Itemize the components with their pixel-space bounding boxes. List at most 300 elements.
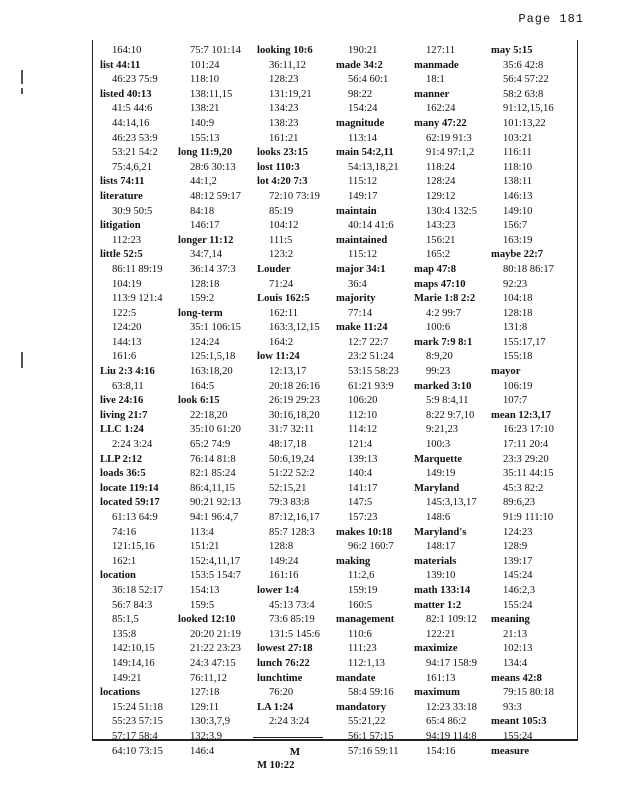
index-headword: mayor xyxy=(491,366,521,378)
index-headword: materials xyxy=(414,555,457,567)
index-reference: 130:3,7,9 xyxy=(190,716,231,728)
index-headword: measure xyxy=(491,745,530,757)
index-reference: 48:17,18 xyxy=(269,439,307,451)
index-headword: live 24:16 xyxy=(100,395,144,407)
index-reference: 35:10 61:20 xyxy=(190,424,241,436)
index-headword: maintain xyxy=(336,205,377,217)
index-reference: 12:13,17 xyxy=(269,366,307,378)
index-reference: 45:3 82:2 xyxy=(503,482,544,494)
index-reference: 164:2 xyxy=(269,336,294,348)
index-reference: 139:13 xyxy=(348,453,378,465)
index-headword: M 10:22 xyxy=(257,760,295,772)
index-reference: 34:7,14 xyxy=(190,249,223,261)
index-reference: 125:1,5,18 xyxy=(190,351,236,363)
index-reference: 50:6,19,24 xyxy=(269,453,315,465)
index-reference: 93:3 xyxy=(503,701,522,713)
index-headword: meaning xyxy=(491,614,530,626)
index-reference: 36:18 52:17 xyxy=(112,584,163,596)
index-column xyxy=(413,44,491,757)
index-reference: 103:21 xyxy=(503,132,533,144)
index-headword: lunchtime xyxy=(257,672,303,684)
index-reference: 149:17 xyxy=(348,190,378,202)
index-reference: 156:21 xyxy=(426,234,456,246)
index-reference: 55:21,22 xyxy=(348,716,386,728)
index-headword: locations xyxy=(100,687,141,699)
index-reference: 113:4 xyxy=(190,526,214,538)
index-headword: longer 11:12 xyxy=(178,234,234,246)
index-reference: 144:13 xyxy=(112,336,142,348)
index-reference: 146:2,3 xyxy=(503,584,536,596)
index-reference: 127:11 xyxy=(426,45,456,56)
index-reference: 91:9 111:10 xyxy=(503,512,554,523)
index-reference: 75:4,6,21 xyxy=(112,161,153,173)
index-headword: manmade xyxy=(414,59,459,71)
index-headword: lost 110:3 xyxy=(257,161,300,173)
index-reference: 57:16 59:11 xyxy=(348,745,399,757)
index-reference: 96:2 160:7 xyxy=(348,541,394,553)
index-reference: 73:6 85:19 xyxy=(269,614,315,626)
index-headword: main 54:2,11 xyxy=(336,147,394,159)
index-reference: 102:13 xyxy=(503,643,533,655)
index-reference: 115:12 xyxy=(348,249,378,261)
index-reference: 190:21 xyxy=(348,45,378,56)
index-reference: 162:11 xyxy=(269,307,299,319)
index-headword: magnitude xyxy=(336,117,385,129)
index-reference: 148:17 xyxy=(426,541,456,553)
index-reference: 76:20 xyxy=(269,687,294,699)
index-column xyxy=(490,44,568,757)
index-reference: 35:6 42:8 xyxy=(503,59,544,71)
index-reference: 159:2 xyxy=(190,293,215,305)
index-reference: 143:23 xyxy=(426,220,456,232)
index-reference: 154:13 xyxy=(190,584,220,596)
index-headword: majority xyxy=(336,293,376,305)
index-reference: 163:3,12,15 xyxy=(269,322,320,334)
index-reference: 23:3 29:20 xyxy=(503,453,549,465)
index-reference: 22:18,20 xyxy=(190,409,228,421)
index-reference: 31:7 32:11 xyxy=(269,424,315,436)
index-reference: 128:8 xyxy=(269,541,294,553)
index-reference: 146:4 xyxy=(190,745,215,757)
index-reference: 118:10 xyxy=(503,161,533,173)
index-reference: 107:7 xyxy=(503,395,528,407)
index-reference: 131:5 145:6 xyxy=(269,628,320,640)
index-reference: 58:4 59:16 xyxy=(348,687,394,699)
index-reference: 56:1 57:15 xyxy=(348,730,394,742)
index-reference: 2:24 3:24 xyxy=(112,439,153,451)
index-column xyxy=(177,44,255,757)
index-reference: 153:5 154:7 xyxy=(190,570,241,582)
index-reference: 140:9 xyxy=(190,117,215,129)
index-headword: Louder xyxy=(257,263,291,275)
section-letter: M xyxy=(289,745,301,758)
index-reference: 151:21 xyxy=(190,541,220,553)
index-headword: lists 74:11 xyxy=(100,176,145,188)
index-reference: 138:23 xyxy=(269,117,299,129)
index-reference: 155:17,17 xyxy=(503,336,546,348)
index-reference: 57:17 58:4 xyxy=(112,730,158,742)
index-reference: 61:21 93:9 xyxy=(348,380,394,392)
index-reference: 163:18,20 xyxy=(190,366,233,378)
index-headword: making xyxy=(336,555,371,567)
index-reference: 145:3,13,17 xyxy=(426,497,477,509)
index-reference: 115:12 xyxy=(348,176,378,188)
index-reference: 139:10 xyxy=(426,570,456,582)
index-reference: 138:11,15 xyxy=(190,88,233,100)
index-headword: lowest 27:18 xyxy=(257,643,313,655)
index-reference: 54:13,18,21 xyxy=(348,161,399,173)
index-reference: 12:23 33:18 xyxy=(426,701,477,713)
index-headword: maximize xyxy=(414,643,458,655)
index-reference: 161:13 xyxy=(426,672,456,684)
index-reference: 149:24 xyxy=(269,555,299,567)
index-reference: 5:9 8:4,11 xyxy=(426,395,469,407)
index-reference: 91:4 97:1,2 xyxy=(426,147,475,159)
index-headword: marked 3:10 xyxy=(414,380,472,392)
index-reference: 36:14 37:3 xyxy=(190,263,236,275)
index-reference: 104:19 xyxy=(112,278,142,290)
index-reference: 21:22 23:23 xyxy=(190,643,241,655)
index-headword: LA 1:24 xyxy=(257,701,294,713)
index-reference: 64:10 73:15 xyxy=(112,745,163,757)
index-reference: 84:18 xyxy=(190,205,215,217)
index-headword: LLP 2:12 xyxy=(100,453,143,465)
index-reference: 121:15,16 xyxy=(112,541,155,553)
index-headword: map 47:8 xyxy=(414,263,457,275)
index-reference: 130:4 132:5 xyxy=(426,205,477,217)
index-headword: living 21:7 xyxy=(100,409,148,421)
index-reference: 106:19 xyxy=(503,380,533,392)
index-reference: 82:1 109:12 xyxy=(426,614,477,626)
index-reference: 142:10,15 xyxy=(112,643,155,655)
index-reference: 24:3 47:15 xyxy=(190,657,236,669)
index-reference: 121:4 xyxy=(348,439,373,451)
index-reference: 23:2 51:24 xyxy=(348,351,394,363)
index-reference: 41:5 44:6 xyxy=(112,103,153,115)
word-index-table xyxy=(92,40,578,772)
index-reference: 63:8,11 xyxy=(112,380,144,392)
index-reference: 129:12 xyxy=(426,190,456,202)
index-reference: 157:23 xyxy=(348,512,378,523)
index-reference: 26:19 29:23 xyxy=(269,395,320,407)
index-headword: Louis 162:5 xyxy=(257,293,310,305)
index-headword: may 5:15 xyxy=(491,45,533,56)
index-reference: 65:2 74:9 xyxy=(190,439,231,451)
index-reference: 72:10 73:19 xyxy=(269,190,320,202)
index-reference: 94:19 114:8 xyxy=(426,730,477,742)
index-reference: 45:13 73:4 xyxy=(269,599,315,611)
index-reference: 159:19 xyxy=(348,584,378,596)
index-reference: 104:12 xyxy=(269,220,299,232)
index-reference: 76:11,12 xyxy=(190,672,227,684)
index-headword: means 42:8 xyxy=(491,672,542,684)
margin-mark xyxy=(21,70,23,84)
index-reference: 65:4 86:2 xyxy=(426,716,467,728)
index-reference: 148:6 xyxy=(426,512,451,523)
index-reference: 154:16 xyxy=(426,745,456,757)
index-headword: looking 10:6 xyxy=(257,45,313,56)
index-reference: 128:23 xyxy=(269,74,299,86)
index-headword: make 11:24 xyxy=(336,322,388,334)
index-reference: 62:19 91:3 xyxy=(426,132,472,144)
index-reference: 132:3,9 xyxy=(190,730,223,742)
index-reference: 56:7 84:3 xyxy=(112,599,153,611)
index-headword: little 52:5 xyxy=(100,249,143,261)
index-headword: Maryland xyxy=(414,482,460,494)
index-headword: list 44:11 xyxy=(100,59,141,71)
index-reference: 36:11,12 xyxy=(269,59,306,71)
index-headword: look 6:15 xyxy=(178,395,220,407)
index-reference: 76:14 81:8 xyxy=(190,453,236,465)
index-reference: 149:19 xyxy=(426,468,456,480)
index-headword: lunch 76:22 xyxy=(257,657,310,669)
index-reference: 12:7 22:7 xyxy=(348,336,389,348)
index-reference: 122:21 xyxy=(426,628,456,640)
index-reference: 79:3 83:8 xyxy=(269,497,310,509)
index-headword: maximum xyxy=(414,687,460,699)
index-reference: 152:4,11,17 xyxy=(190,555,241,567)
index-headword: made 34:2 xyxy=(336,59,383,71)
index-reference: 146:13 xyxy=(503,190,533,202)
index-reference: 28:6 30:13 xyxy=(190,161,236,173)
index-headword: mean 12:3,17 xyxy=(491,409,552,421)
index-reference: 147:5 xyxy=(348,497,373,509)
index-reference: 86:11 89:19 xyxy=(112,263,163,275)
index-reference: 138:21 xyxy=(190,103,220,115)
index-reference: 55:23 57:15 xyxy=(112,716,163,728)
index-headword: maps 47:10 xyxy=(414,278,466,290)
index-reference: 46:23 75:9 xyxy=(112,74,158,86)
index-reference: 155:24 xyxy=(503,730,533,742)
index-reference: 52:15,21 xyxy=(269,482,307,494)
index-reference: 9:21,23 xyxy=(426,424,459,436)
index-reference: 85:7 128:3 xyxy=(269,526,315,538)
index-reference: 44:14,16 xyxy=(112,117,150,129)
index-headword: lower 1:4 xyxy=(257,584,299,596)
index-column xyxy=(256,44,334,772)
index-headword: locate 119:14 xyxy=(100,482,159,494)
index-reference: 99:23 xyxy=(426,366,451,378)
index-reference: 56:4 60:1 xyxy=(348,74,389,86)
index-reference: 18:1 xyxy=(426,74,445,86)
index-reference: 138:11 xyxy=(503,176,533,188)
index-reference: 111:5 xyxy=(269,234,293,246)
index-reference: 113:14 xyxy=(348,132,378,144)
index-reference: 128:9 xyxy=(503,541,528,553)
index-headword: loads 36:5 xyxy=(100,468,146,480)
index-reference: 61:13 64:9 xyxy=(112,512,158,523)
index-headword: lot 4:20 7:3 xyxy=(257,176,308,188)
index-reference: 2:24 3:24 xyxy=(269,716,310,728)
index-reference: 17:11 20:4 xyxy=(503,439,549,451)
index-reference: 149:14,16 xyxy=(112,657,155,669)
index-reference: 164:5 xyxy=(190,380,215,392)
index-reference: 89:6,23 xyxy=(503,497,536,509)
index-reference: 48:12 59:17 xyxy=(190,190,241,202)
index-headword: Marie 1:8 2:2 xyxy=(414,293,476,305)
index-reference: 4:2 99:7 xyxy=(426,307,462,319)
index-column xyxy=(335,44,413,757)
index-reference: 79:15 80:18 xyxy=(503,687,554,699)
index-reference: 127:18 xyxy=(190,687,220,699)
index-reference: 101:24 xyxy=(190,59,220,71)
index-reference: 124:20 xyxy=(112,322,142,334)
index-reference: 35:1 106:15 xyxy=(190,322,241,334)
index-reference: 77:14 xyxy=(348,307,373,319)
index-reference: 139:17 xyxy=(503,555,533,567)
index-reference: 104:18 xyxy=(503,293,533,305)
index-reference: 8:22 9:7,10 xyxy=(426,409,475,421)
index-reference: 100:3 xyxy=(426,439,451,451)
index-headword: manner xyxy=(414,88,450,100)
index-reference: 20:18 26:16 xyxy=(269,380,320,392)
index-reference: 149:10 xyxy=(503,205,533,217)
index-reference: 111:23 xyxy=(348,643,377,655)
index-headword: LLC 1:24 xyxy=(100,424,144,436)
index-reference: 122:5 xyxy=(112,307,137,319)
index-reference: 123:2 xyxy=(269,249,294,261)
index-reference: 164:10 xyxy=(112,45,142,56)
index-reference: 35:11 44:15 xyxy=(503,468,554,480)
index-headword: mark 7:9 8:1 xyxy=(414,336,473,348)
index-reference: 165:2 xyxy=(426,249,451,261)
index-headword: management xyxy=(336,614,395,626)
index-headword: litigation xyxy=(100,220,141,232)
index-headword: major 34:1 xyxy=(336,263,386,275)
index-headword: Liu 2:3 4:16 xyxy=(100,366,155,378)
index-reference: 129:11 xyxy=(190,701,220,713)
index-headword: Maryland's xyxy=(414,526,467,538)
index-reference: 74:16 xyxy=(112,526,137,538)
index-reference: 94:1 96:4,7 xyxy=(190,512,239,523)
index-reference: 118:10 xyxy=(190,74,220,86)
index-reference: 87:12,16,17 xyxy=(269,512,320,523)
index-reference: 86:4,11,15 xyxy=(190,482,235,494)
index-reference: 40:14 41:6 xyxy=(348,220,394,232)
index-reference: 106:20 xyxy=(348,395,378,407)
index-reference: 113:9 121:4 xyxy=(112,293,163,305)
margin-mark xyxy=(21,352,23,368)
index-reference: 51:22 52:2 xyxy=(269,468,315,480)
index-reference: 145:24 xyxy=(503,570,533,582)
index-reference: 92:23 xyxy=(503,278,528,290)
index-reference: 82:1 85:24 xyxy=(190,468,236,480)
index-reference: 161:21 xyxy=(269,132,299,144)
margin-mark xyxy=(21,88,23,94)
index-reference: 44:1,2 xyxy=(190,176,217,188)
index-reference: 98:22 xyxy=(348,88,373,100)
index-reference: 116:11 xyxy=(503,147,532,159)
index-reference: 118:24 xyxy=(426,161,456,173)
index-reference: 131:19,21 xyxy=(269,88,312,100)
index-reference: 135:8 xyxy=(112,628,137,640)
index-reference: 161:16 xyxy=(269,570,299,582)
index-reference: 112:1,13 xyxy=(348,657,385,669)
index-reference: 134:4 xyxy=(503,657,528,669)
index-reference: 134:23 xyxy=(269,103,299,115)
index-reference: 131:8 xyxy=(503,322,528,334)
index-reference: 21:13 xyxy=(503,628,528,640)
index-reference: 162:24 xyxy=(426,103,456,115)
index-headword: maintained xyxy=(336,234,388,246)
index-reference: 80:18 86:17 xyxy=(503,263,554,275)
index-reference: 58:2 63:8 xyxy=(503,88,544,100)
index-reference: 101:13,22 xyxy=(503,117,546,129)
section-divider xyxy=(253,737,323,738)
index-reference: 53:21 54:2 xyxy=(112,147,158,159)
index-reference: 8:9,20 xyxy=(426,351,453,363)
index-reference: 141:17 xyxy=(348,482,378,494)
index-headword: low 11:24 xyxy=(257,351,300,363)
index-reference: 30:16,18,20 xyxy=(269,409,320,421)
index-headword: looks 23:15 xyxy=(257,147,308,159)
index-reference: 128:24 xyxy=(426,176,456,188)
index-headword: mandatory xyxy=(336,701,387,713)
index-reference: 11:2,6 xyxy=(348,570,375,582)
index-reference: 128:18 xyxy=(503,307,533,319)
index-reference: 155:18 xyxy=(503,351,533,363)
index-reference: 100:6 xyxy=(426,322,451,334)
index-headword: listed 40:13 xyxy=(100,88,152,100)
index-headword: meant 105:3 xyxy=(491,716,547,728)
index-reference: 162:1 xyxy=(112,555,137,567)
index-headword: looked 12:10 xyxy=(178,614,236,626)
index-column xyxy=(99,44,177,757)
index-reference: 112:23 xyxy=(112,234,142,246)
index-reference: 46:23 53:9 xyxy=(112,132,158,144)
index-reference: 159:5 xyxy=(190,599,215,611)
index-headword: math 133:14 xyxy=(414,584,471,596)
index-reference: 56:4 57:22 xyxy=(503,74,549,86)
index-reference: 15:24 51:18 xyxy=(112,701,163,713)
index-reference: 128:18 xyxy=(190,278,220,290)
index-headword: maybe 22:7 xyxy=(491,249,544,261)
index-reference: 71:24 xyxy=(269,278,294,290)
page-number: Page 181 xyxy=(518,12,584,26)
index-reference: 154:24 xyxy=(348,103,378,115)
index-reference: 124:24 xyxy=(190,336,220,348)
index-reference: 124:23 xyxy=(503,526,533,538)
index-headword: Marquette xyxy=(414,453,463,465)
index-headword: mandate xyxy=(336,672,376,684)
index-reference: 94:17 158:9 xyxy=(426,657,477,669)
index-reference: 91:12,15,16 xyxy=(503,103,554,115)
index-reference: 149:21 xyxy=(112,672,142,684)
index-reference: 114:12 xyxy=(348,424,378,436)
index-headword: location xyxy=(100,570,136,582)
index-reference: 90:21 92:13 xyxy=(190,497,241,509)
index-headword: literature xyxy=(100,190,143,202)
index-reference: 36:4 xyxy=(348,278,367,290)
index-reference: 140:4 xyxy=(348,468,373,480)
index-reference: 155:24 xyxy=(503,599,533,611)
index-headword: many 47:22 xyxy=(414,117,467,129)
index-reference: 110:6 xyxy=(348,628,372,640)
index-reference: 85:1,5 xyxy=(112,614,139,626)
index-headword: long-term xyxy=(178,307,223,319)
index-reference: 16:23 17:10 xyxy=(503,424,554,436)
index-reference: 161:6 xyxy=(112,351,137,363)
index-reference: 155:13 xyxy=(190,132,220,144)
index-reference: 112:10 xyxy=(348,409,378,421)
index-reference: 85:19 xyxy=(269,205,294,217)
index-reference: 146:17 xyxy=(190,220,220,232)
index-reference: 30:9 50:5 xyxy=(112,205,153,217)
index-reference: 20:20 21:19 xyxy=(190,628,241,640)
index-reference: 156:7 xyxy=(503,220,528,232)
index-headword: matter 1:2 xyxy=(414,599,462,611)
index-reference: 163:19 xyxy=(503,234,533,246)
